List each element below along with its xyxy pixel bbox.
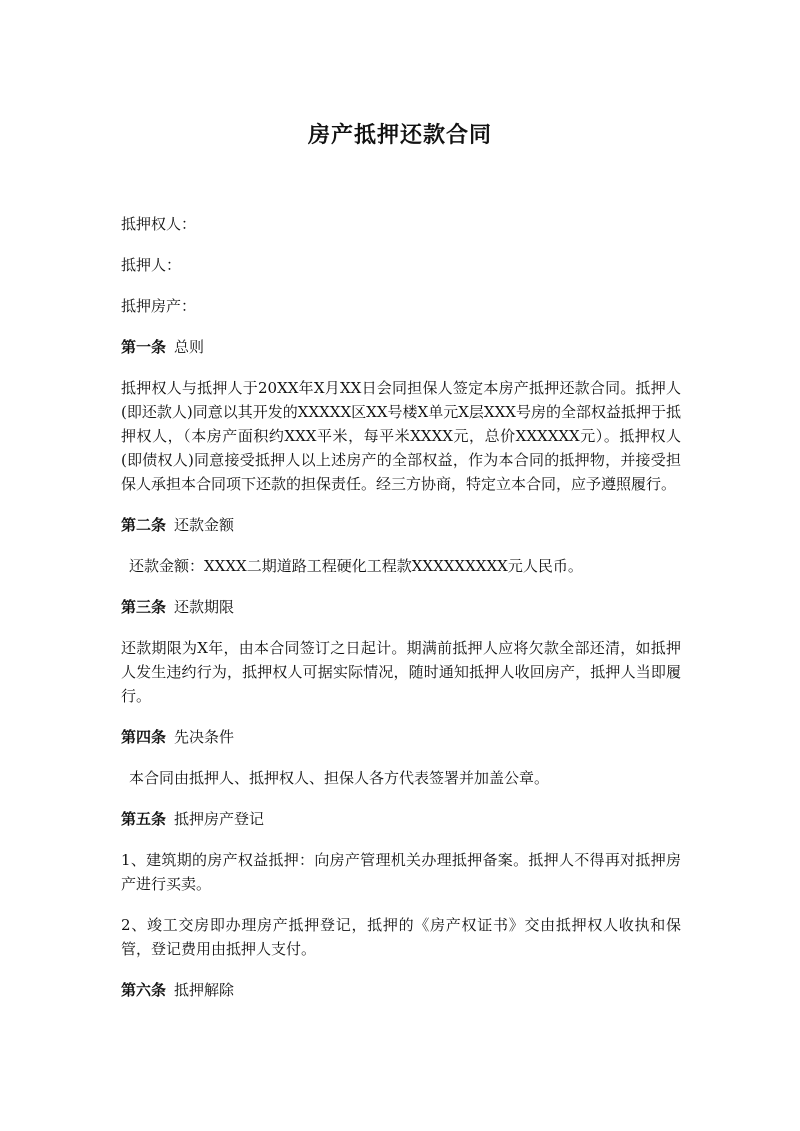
section-3-heading bbox=[121, 595, 681, 619]
section-1-body: 抵押权人与抵押人于20XX年X月XX日会同担保人签定本房产抵押还款合同。抵押人(即还款人)同意以其开发的XXXXX区XX号楼X单元X层XXX号房的全部权益抵押于抵押权人，（本房产面积约XXX平米，每平米XXXX元，总价XXXXXX元）。抵押权人(即债权人)同意接受抵押人以上述房产的全部权益，作为本合同的抵押物，并接受担保人承担本合同项下还款的担保责任。经三方协商，特定立本合同，应予遵照履行。 bbox=[121, 379, 681, 493]
section-title: 先决条件 bbox=[174, 728, 235, 746]
section-title: 抵押解除 bbox=[174, 981, 235, 999]
property-field: 抵押房产： bbox=[121, 297, 197, 315]
section-5-item-2: 2、竣工交房即办理房产抵押登记，抵押的《房产权证书》交由抵押权人收执和保管，登记费用由抵押人支付。 bbox=[121, 916, 681, 958]
section-number: 第五条 bbox=[121, 810, 167, 828]
section-number: 第三条 bbox=[121, 598, 167, 616]
section-title: 总则 bbox=[174, 338, 205, 356]
section-2-heading bbox=[121, 513, 681, 537]
section-2-body: 还款金额：XXXX二期道路工程硬化工程款XXXXXXXXX元人民币。 bbox=[129, 557, 583, 575]
section-4-body: 本合同由抵押人、抵押权人、担保人各方代表签署并加盖公章。 bbox=[129, 769, 550, 787]
document-title: 房产抵押还款合同 bbox=[307, 123, 492, 148]
section-title: 还款期限 bbox=[174, 598, 235, 616]
section-5-heading bbox=[121, 807, 681, 831]
section-number: 第二条 bbox=[121, 516, 167, 534]
section-1-heading bbox=[121, 335, 681, 359]
document-body bbox=[121, 212, 681, 1019]
section-5-item-1: 1、建筑期的房产权益抵押：向房产管理机关办理抵押备案。抵押人不得再对抵押房产进行买卖。 bbox=[121, 851, 681, 893]
section-number: 第六条 bbox=[121, 981, 167, 999]
mortgagor-field: 抵押人： bbox=[121, 256, 182, 274]
section-title: 还款金额 bbox=[174, 516, 235, 534]
section-number: 第一条 bbox=[121, 338, 167, 356]
mortgagee-field: 抵押权人： bbox=[121, 215, 197, 233]
section-4-heading bbox=[121, 725, 681, 749]
section-number: 第四条 bbox=[121, 728, 167, 746]
section-title: 抵押房产登记 bbox=[174, 810, 265, 828]
section-3-body: 还款期限为X年，由本合同签订之日起计。期满前抵押人应将欠款全部还清，如抵押人发生违约行为，抵押权人可据实际情况，随时通知抵押人收回房产，抵押人当即履行。 bbox=[121, 639, 681, 705]
section-6-heading bbox=[121, 978, 681, 1002]
